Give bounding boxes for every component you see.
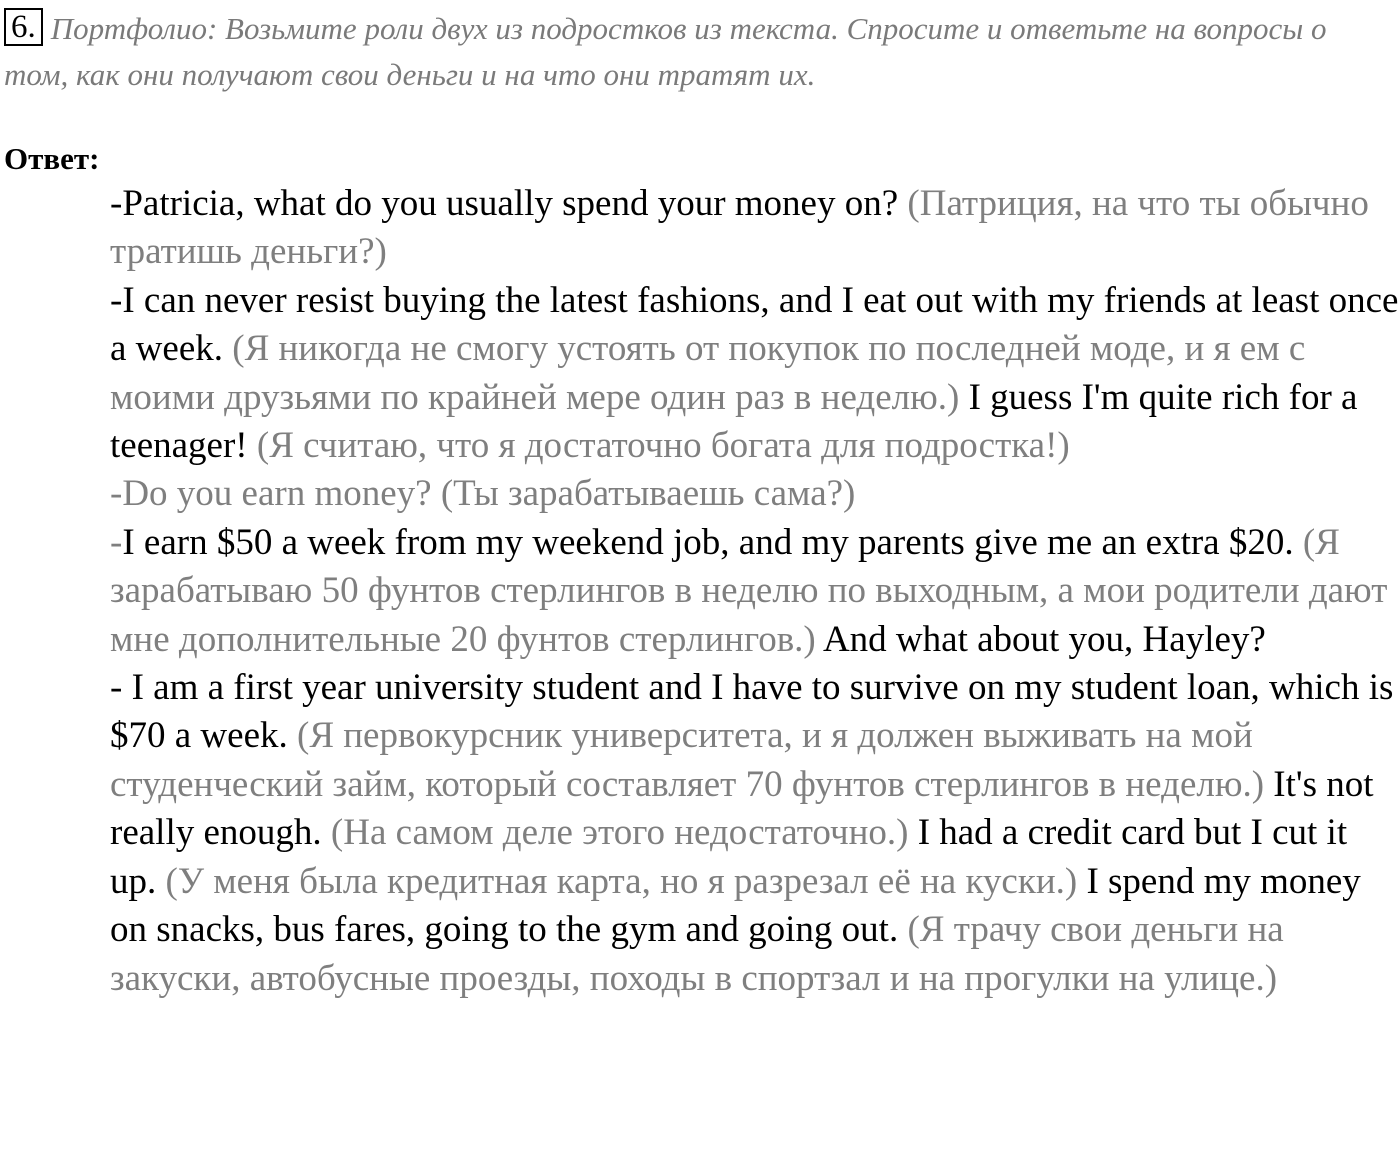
- russian-translation: (Я зарабатываю 50 фунтов стерлингов в неделю по выходным, а мои родители дают мне дополнительные 20 фунтов стерлингов.): [110, 521, 1388, 660]
- dialogue-line: [110, 519, 1400, 664]
- russian-translation: -: [110, 521, 123, 563]
- russian-translation: -Do you earn money? (Ты зарабатываешь сама?): [110, 473, 856, 515]
- answer-dialogue: [110, 180, 1400, 1003]
- russian-translation: (На самом деле этого недостаточно.): [330, 812, 909, 854]
- dialogue-line: [110, 470, 1400, 518]
- task-number: 6.: [4, 8, 43, 46]
- english-text: I had a credit card but I cut it up.: [110, 812, 1348, 902]
- russian-translation: (Я никогда не смогу устоять от покупок по последней моде, и я ем с моими друзьями по крайней мере один раз в неделю.): [110, 328, 1306, 418]
- russian-translation: (Патриция, на что ты обычно тратишь деньги?): [110, 183, 1369, 273]
- dialogue-line: [110, 180, 1400, 277]
- english-text: -Patricia, what do you usually spend your money on?: [110, 183, 908, 224]
- english-text: I guess I'm quite rich for a teenager!: [110, 376, 1358, 467]
- english-text: I earn $50 a week from my weekend job, and my parents give me an extra $20.: [122, 521, 1303, 563]
- english-text: - I am a first year university student and I have to survive on my student loan, which is $70 a week.: [110, 667, 1394, 757]
- dialogue-line: [110, 664, 1400, 1003]
- russian-translation: (Я трачу свои деньги на закуски, автобусные проезды, походы в спортзал и на прогулки на улице.): [110, 909, 1284, 999]
- english-text: -I can never resist buying the latest fashions, and I eat out with my friends at least once a week.: [110, 279, 1399, 370]
- english-text: It's not really enough.: [110, 763, 1374, 854]
- russian-translation: (Я первокурсник университета, и я должен выживать на мой студенческий займ, который составляет 70 фунтов стерлингов в неделю.): [110, 715, 1265, 805]
- task-instruction: [4, 6, 1398, 98]
- answer-label: Ответ:: [4, 141, 100, 176]
- task-text: Портфолио: Возьмите роли двух из подростков из текста. Спросите и ответьте на вопросы о том, как они получают свои деньги и на что они тратят их.: [4, 11, 1327, 92]
- english-text: I spend my money on snacks, bus fares, going to the gym and going out.: [110, 860, 1361, 951]
- dialogue-line: [110, 277, 1400, 471]
- russian-translation: (Я считаю, что я достаточно богата для подростка!): [256, 425, 1070, 467]
- english-text: And what about you, Hayley?: [815, 618, 1266, 660]
- russian-translation: (У меня была кредитная карта, но я разрезал её на куски.): [165, 860, 1078, 902]
